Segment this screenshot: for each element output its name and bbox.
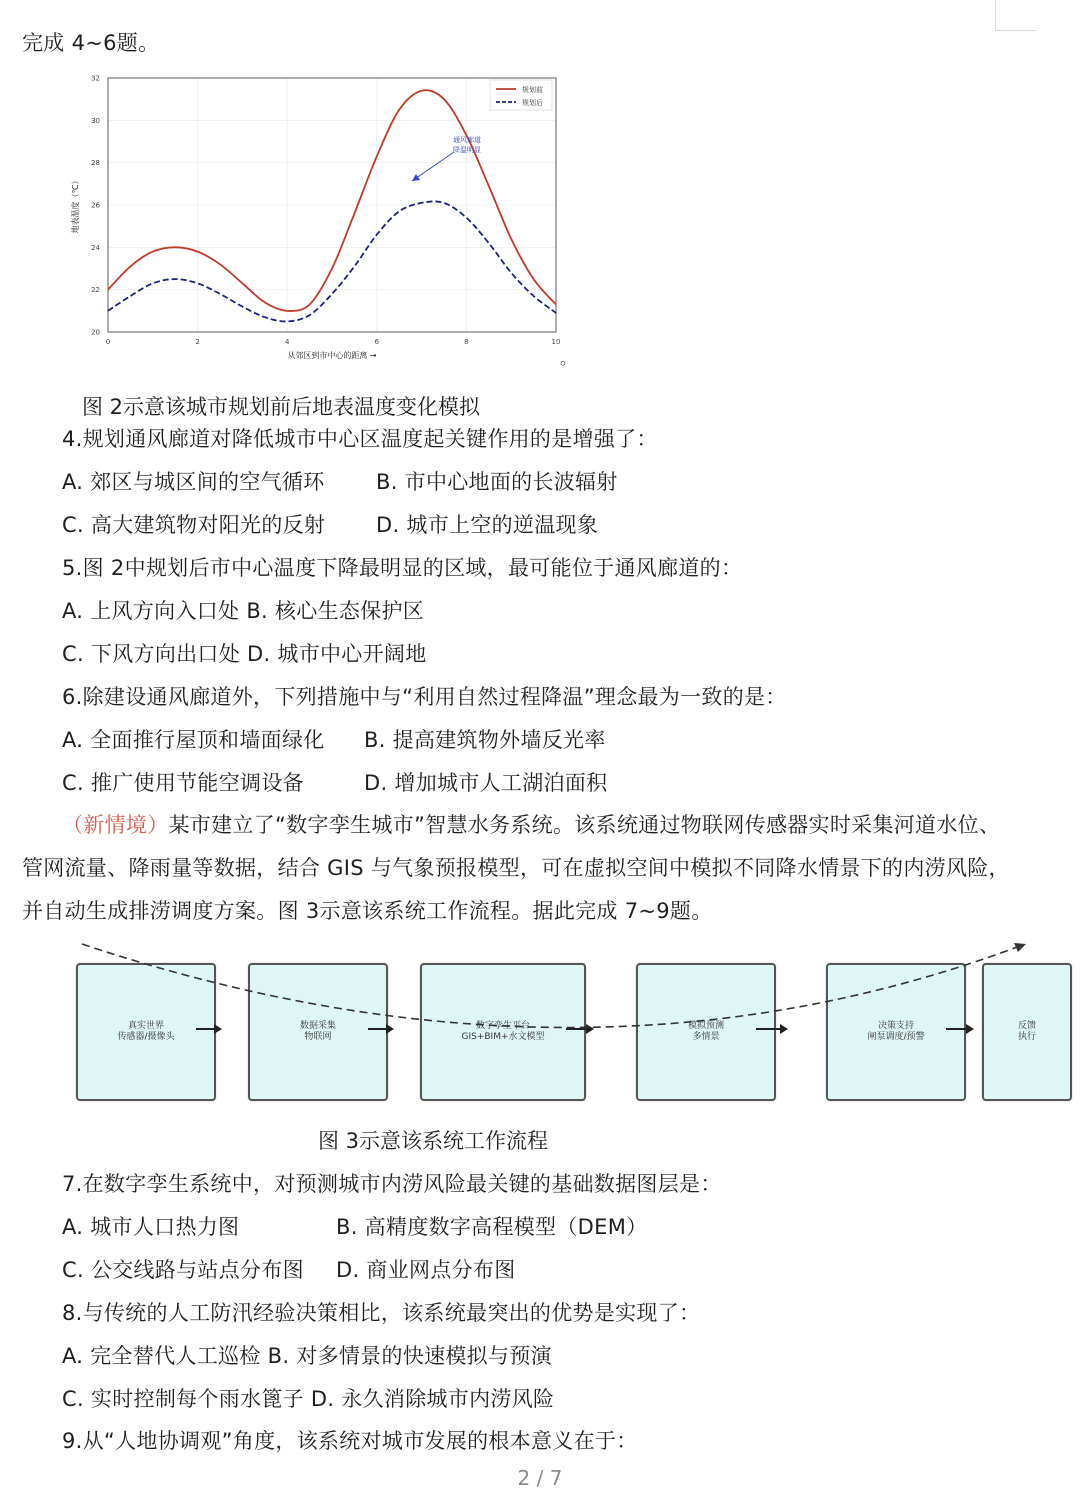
flow-step-title: 数字孪生平台 <box>475 1021 530 1031</box>
y-axis-label: 地表温度（℃） <box>71 176 80 234</box>
annotation-line-1: 通风廊道 <box>453 136 481 144</box>
workflow-diagram <box>60 940 1080 1120</box>
x-tick-label: 10 <box>551 338 561 346</box>
figure2-caption: 图 2示意该城市规划前后地表温度变化模拟 <box>82 395 481 419</box>
y-tick-label: 30 <box>91 116 100 125</box>
y-tick-label: 22 <box>91 286 100 295</box>
annotation-arrow <box>412 152 454 181</box>
q4-stem: 4.规划通风廊道对降低城市中心区温度起关键作用的是增强了： <box>62 427 658 451</box>
context-tag: （新情境） <box>62 813 169 837</box>
q5-stem: 5.图 2中规划后市中心温度下降最明显的区域，最可能位于通风廊道的： <box>62 556 743 580</box>
flow-step-title: 数据采集 <box>299 1021 336 1031</box>
context-line-2: 管网流量、降雨量等数据，结合 GIS 与气象预报模型，可在虚拟空间中模拟不同降水情景下的内涝风险， <box>22 856 1010 880</box>
y-tick-label: 26 <box>91 201 100 210</box>
feedback-loop-curve <box>60 940 1080 1120</box>
flow-step-subtitle: GIS+BIM+水文模型 <box>461 1032 545 1042</box>
legend-label-after: 规划后 <box>522 99 543 107</box>
q7-option-c: C. 公交线路与站点分布图 <box>62 1258 304 1282</box>
x-tick-label: 2 <box>195 338 200 346</box>
flow-step-subtitle: 多情景 <box>692 1032 720 1042</box>
page-number: 2 / 7 <box>517 1466 563 1490</box>
chart-lines <box>108 90 556 321</box>
y-tick-label: 24 <box>91 243 100 252</box>
temperature-chart <box>60 68 580 368</box>
q6-option-b: B. 提高建筑物外墙反光率 <box>364 728 606 752</box>
figure3-caption: 图 3示意该系统工作流程 <box>318 1129 549 1153</box>
chart-ticks <box>91 75 560 347</box>
annotation-line-2: 降温明显 <box>453 146 481 154</box>
series-line-after <box>108 201 556 321</box>
q8-options-cd: C. 实时控制每个雨水篦子 D. 永久消除城市内涝风险 <box>62 1387 555 1411</box>
q7-option-a: A. 城市人口热力图 <box>62 1215 240 1239</box>
q7-stem: 7.在数字孪生系统中，对预测城市内涝风险最关键的基础数据图层是： <box>62 1172 722 1196</box>
y-tick-label: 28 <box>91 159 100 168</box>
q4-option-a: A. 郊区与城区间的空气循环 <box>62 470 325 494</box>
x-tick-label: 0 <box>105 338 111 346</box>
flow-step-subtitle: 执行 <box>1017 1032 1036 1042</box>
intro-text: 完成 4~6题。 <box>22 31 160 55</box>
dashed-loop-path <box>82 944 1020 1028</box>
q4-option-c: C. 高大建筑物对阳光的反射 <box>62 513 326 537</box>
q4-option-b: B. 市中心地面的长波辐射 <box>376 470 618 494</box>
flow-step-title: 决策支持 <box>877 1021 914 1031</box>
q7-option-b: B. 高精度数字高程模型（DEM） <box>336 1215 648 1239</box>
flow-step-title: 反馈 <box>1017 1021 1036 1031</box>
q6-option-c: C. 推广使用节能空调设备 <box>62 771 304 795</box>
page-corner <box>995 0 1036 31</box>
q6-option-d: D. 增加城市人工湖泊面积 <box>364 771 608 795</box>
q5-options-cd: C. 下风方向出口处 D. 城市中心开阔地 <box>62 642 427 666</box>
series-line-before <box>108 90 556 311</box>
annotation-arrowhead <box>412 174 420 181</box>
y-tick-label: 20 <box>91 328 100 337</box>
figure-trailing-mark: 。 <box>560 349 577 368</box>
flow-step-subtitle: 物联网 <box>304 1032 332 1042</box>
context-line-1-text: 某市建立了“数字孪生城市”智慧水务系统。该系统通过物联网传感器实时采集河道水位、 <box>168 813 1001 837</box>
q9-stem: 9.从“人地协调观”角度，该系统对城市发展的根本意义在于： <box>62 1429 638 1453</box>
y-tick-label: 32 <box>91 74 100 83</box>
x-tick-label: 6 <box>374 338 380 346</box>
chart-grid <box>108 78 556 332</box>
flow-step-title: 真实世界 <box>127 1021 164 1031</box>
q4-option-d: D. 城市上空的逆温现象 <box>376 513 599 537</box>
q6-stem: 6.除建设通风廊道外，下列措施中与“利用自然过程降温”理念最为一致的是： <box>62 685 787 709</box>
q8-options-ab: A. 完全替代人工巡检 B. 对多情景的快速模拟与预演 <box>62 1344 552 1368</box>
flow-step-subtitle: 传感器/摄像头 <box>117 1032 175 1042</box>
x-tick-label: 4 <box>284 338 290 346</box>
context-line-1 <box>62 810 1000 840</box>
q5-options-ab: A. 上风方向入口处 B. 核心生态保护区 <box>62 599 425 623</box>
x-axis-label: 从郊区到市中心的距离 → <box>287 351 377 360</box>
q6-option-a: A. 全面推行屋顶和墙面绿化 <box>62 728 325 752</box>
flow-step-subtitle: 闸泵调度/预警 <box>867 1032 925 1042</box>
flow-step-title: 模拟预测 <box>687 1021 724 1031</box>
context-line-3: 并自动生成排涝调度方案。图 3示意该系统工作流程。据此完成 7~9题。 <box>22 899 713 923</box>
q8-stem: 8.与传统的人工防汛经验决策相比，该系统最突出的优势是实现了： <box>62 1301 701 1325</box>
x-tick-label: 8 <box>464 338 469 346</box>
legend-label-before: 规划前 <box>522 86 543 94</box>
q7-option-d: D. 商业网点分布图 <box>336 1258 516 1282</box>
